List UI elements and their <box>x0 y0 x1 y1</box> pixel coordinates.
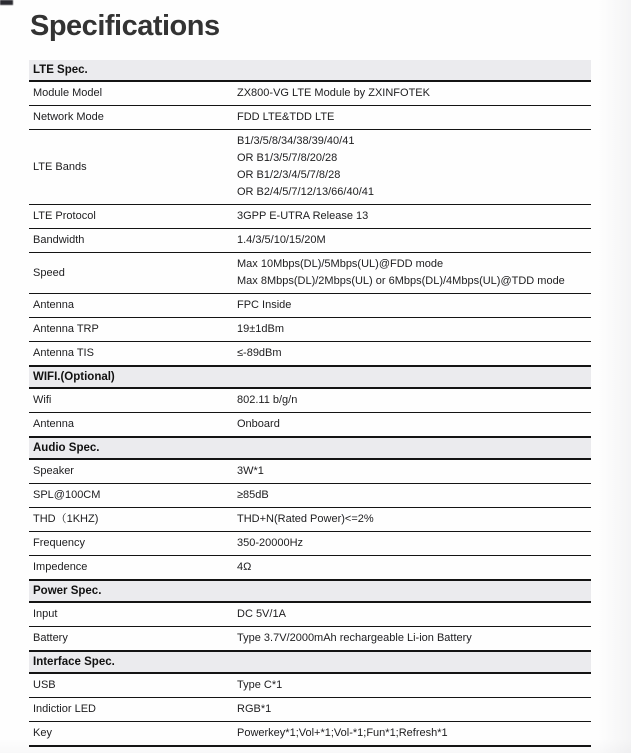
spec-value <box>235 698 591 722</box>
spec-value <box>235 388 591 413</box>
section-header-label: Power Spec. <box>29 580 591 602</box>
spec-value-line: Type 3.7V/2000mAh rechargeable Li-ion Battery <box>237 632 472 644</box>
spec-value-line: 350-20000Hz <box>237 537 304 549</box>
spec-value-line: B1/3/5/8/34/38/39/40/41 <box>237 135 355 147</box>
spec-label: Bandwidth <box>29 229 235 253</box>
spec-value <box>235 508 591 532</box>
spec-value-line: Onboard <box>237 418 280 430</box>
spec-label: USB <box>29 673 235 698</box>
spec-value <box>235 318 591 342</box>
section-header-label: Interface Spec. <box>29 651 591 673</box>
spec-row <box>29 294 591 318</box>
spec-label: LTE Protocol <box>29 205 235 229</box>
spec-value <box>235 484 591 508</box>
spec-value-line: THD+N(Rated Power)<=2% <box>237 513 374 525</box>
spec-label: Antenna TIS <box>29 342 235 367</box>
spec-table <box>29 60 591 747</box>
section-header-row <box>29 437 591 459</box>
spec-value-line: FDD LTE&TDD LTE <box>237 111 335 123</box>
spec-row <box>29 673 591 698</box>
spec-label: Module Model <box>29 81 235 106</box>
spec-row <box>29 413 591 438</box>
spec-row <box>29 81 591 106</box>
spec-value-line: FPC Inside <box>237 299 292 311</box>
spec-row <box>29 253 591 294</box>
section-header-row <box>29 580 591 602</box>
spec-value <box>235 673 591 698</box>
spec-row <box>29 627 591 652</box>
spec-value <box>235 253 591 294</box>
section-header-label: Audio Spec. <box>29 437 591 459</box>
scan-edge-artifact <box>0 0 13 5</box>
spec-row <box>29 388 591 413</box>
spec-row <box>29 106 591 130</box>
spec-label: Frequency <box>29 532 235 556</box>
spec-value-line: Max 8Mbps(DL)/2Mbps(UL) or 6Mbps(DL)/4Mbps(UL)@TDD mode <box>237 275 565 287</box>
spec-value-line: OR B1/3/5/7/8/20/28 <box>237 152 338 164</box>
spec-label: Speed <box>29 253 235 294</box>
spec-label: LTE Bands <box>29 130 235 205</box>
section-header-label: WIFI.(Optional) <box>29 366 591 388</box>
page-title: Specifications <box>30 10 220 42</box>
spec-value-line: Powerkey*1;Vol+*1;Vol-*1;Fun*1;Refresh*1 <box>237 727 448 739</box>
spec-value <box>235 627 591 652</box>
spec-value <box>235 342 591 367</box>
spec-label: Antenna <box>29 413 235 438</box>
spec-value <box>235 722 591 747</box>
spec-value-line: 19±1dBm <box>237 323 285 335</box>
spec-value <box>235 532 591 556</box>
section-header-row <box>29 651 591 673</box>
spec-value-line: ≥85dB <box>237 489 269 501</box>
spec-row <box>29 484 591 508</box>
spec-value-line: 3W*1 <box>237 465 264 477</box>
spec-row <box>29 532 591 556</box>
spec-row <box>29 459 591 484</box>
spec-label: Antenna <box>29 294 235 318</box>
spec-label: Network Mode <box>29 106 235 130</box>
spec-label: SPL@100CM <box>29 484 235 508</box>
spec-value <box>235 294 591 318</box>
spec-value <box>235 205 591 229</box>
spec-row <box>29 205 591 229</box>
spec-row <box>29 698 591 722</box>
spec-value-line: 1.4/3/5/10/15/20M <box>237 234 326 246</box>
spec-value-line: 802.11 b/g/n <box>237 394 298 406</box>
spec-row <box>29 318 591 342</box>
spec-value <box>235 459 591 484</box>
spec-label: Indictior LED <box>29 698 235 722</box>
spec-label: Wifi <box>29 388 235 413</box>
spec-row <box>29 342 591 367</box>
spec-value-line: RGB*1 <box>237 703 272 715</box>
spec-value-line: OR B2/4/5/7/12/13/66/40/41 <box>237 186 374 198</box>
spec-value-line: 4Ω <box>237 561 252 573</box>
spec-value-line: ZX800-VG LTE Module by ZXINFOTEK <box>237 87 430 99</box>
spec-label: Key <box>29 722 235 747</box>
spec-value <box>235 81 591 106</box>
spec-value <box>235 106 591 130</box>
spec-value-line: 3GPP E-UTRA Release 13 <box>237 210 369 222</box>
spec-value-line: DC 5V/1A <box>237 608 286 620</box>
spec-label: THD（1KHZ) <box>29 508 235 532</box>
section-header-row <box>29 60 591 81</box>
spec-value-line: Max 10Mbps(DL)/5Mbps(UL)@FDD mode <box>237 258 444 270</box>
spec-value <box>235 602 591 627</box>
spec-label: Speaker <box>29 459 235 484</box>
spec-row <box>29 130 591 205</box>
spec-table-body <box>29 60 591 746</box>
spec-row <box>29 508 591 532</box>
spec-label: Input <box>29 602 235 627</box>
spec-value-line: ≤-89dBm <box>237 347 282 359</box>
spec-row <box>29 556 591 581</box>
spec-row <box>29 722 591 747</box>
spec-label: Impedence <box>29 556 235 581</box>
spec-value-line: Type C*1 <box>237 679 283 691</box>
spec-value <box>235 556 591 581</box>
spec-label: Antenna TRP <box>29 318 235 342</box>
spec-value-line: OR B1/2/3/4/5/7/8/28 <box>237 169 341 181</box>
spec-label: Battery <box>29 627 235 652</box>
section-header-label: LTE Spec. <box>29 60 591 81</box>
spec-row <box>29 229 591 253</box>
spec-value <box>235 130 591 205</box>
spec-row <box>29 602 591 627</box>
section-header-row <box>29 366 591 388</box>
spec-value <box>235 229 591 253</box>
spec-value <box>235 413 591 438</box>
